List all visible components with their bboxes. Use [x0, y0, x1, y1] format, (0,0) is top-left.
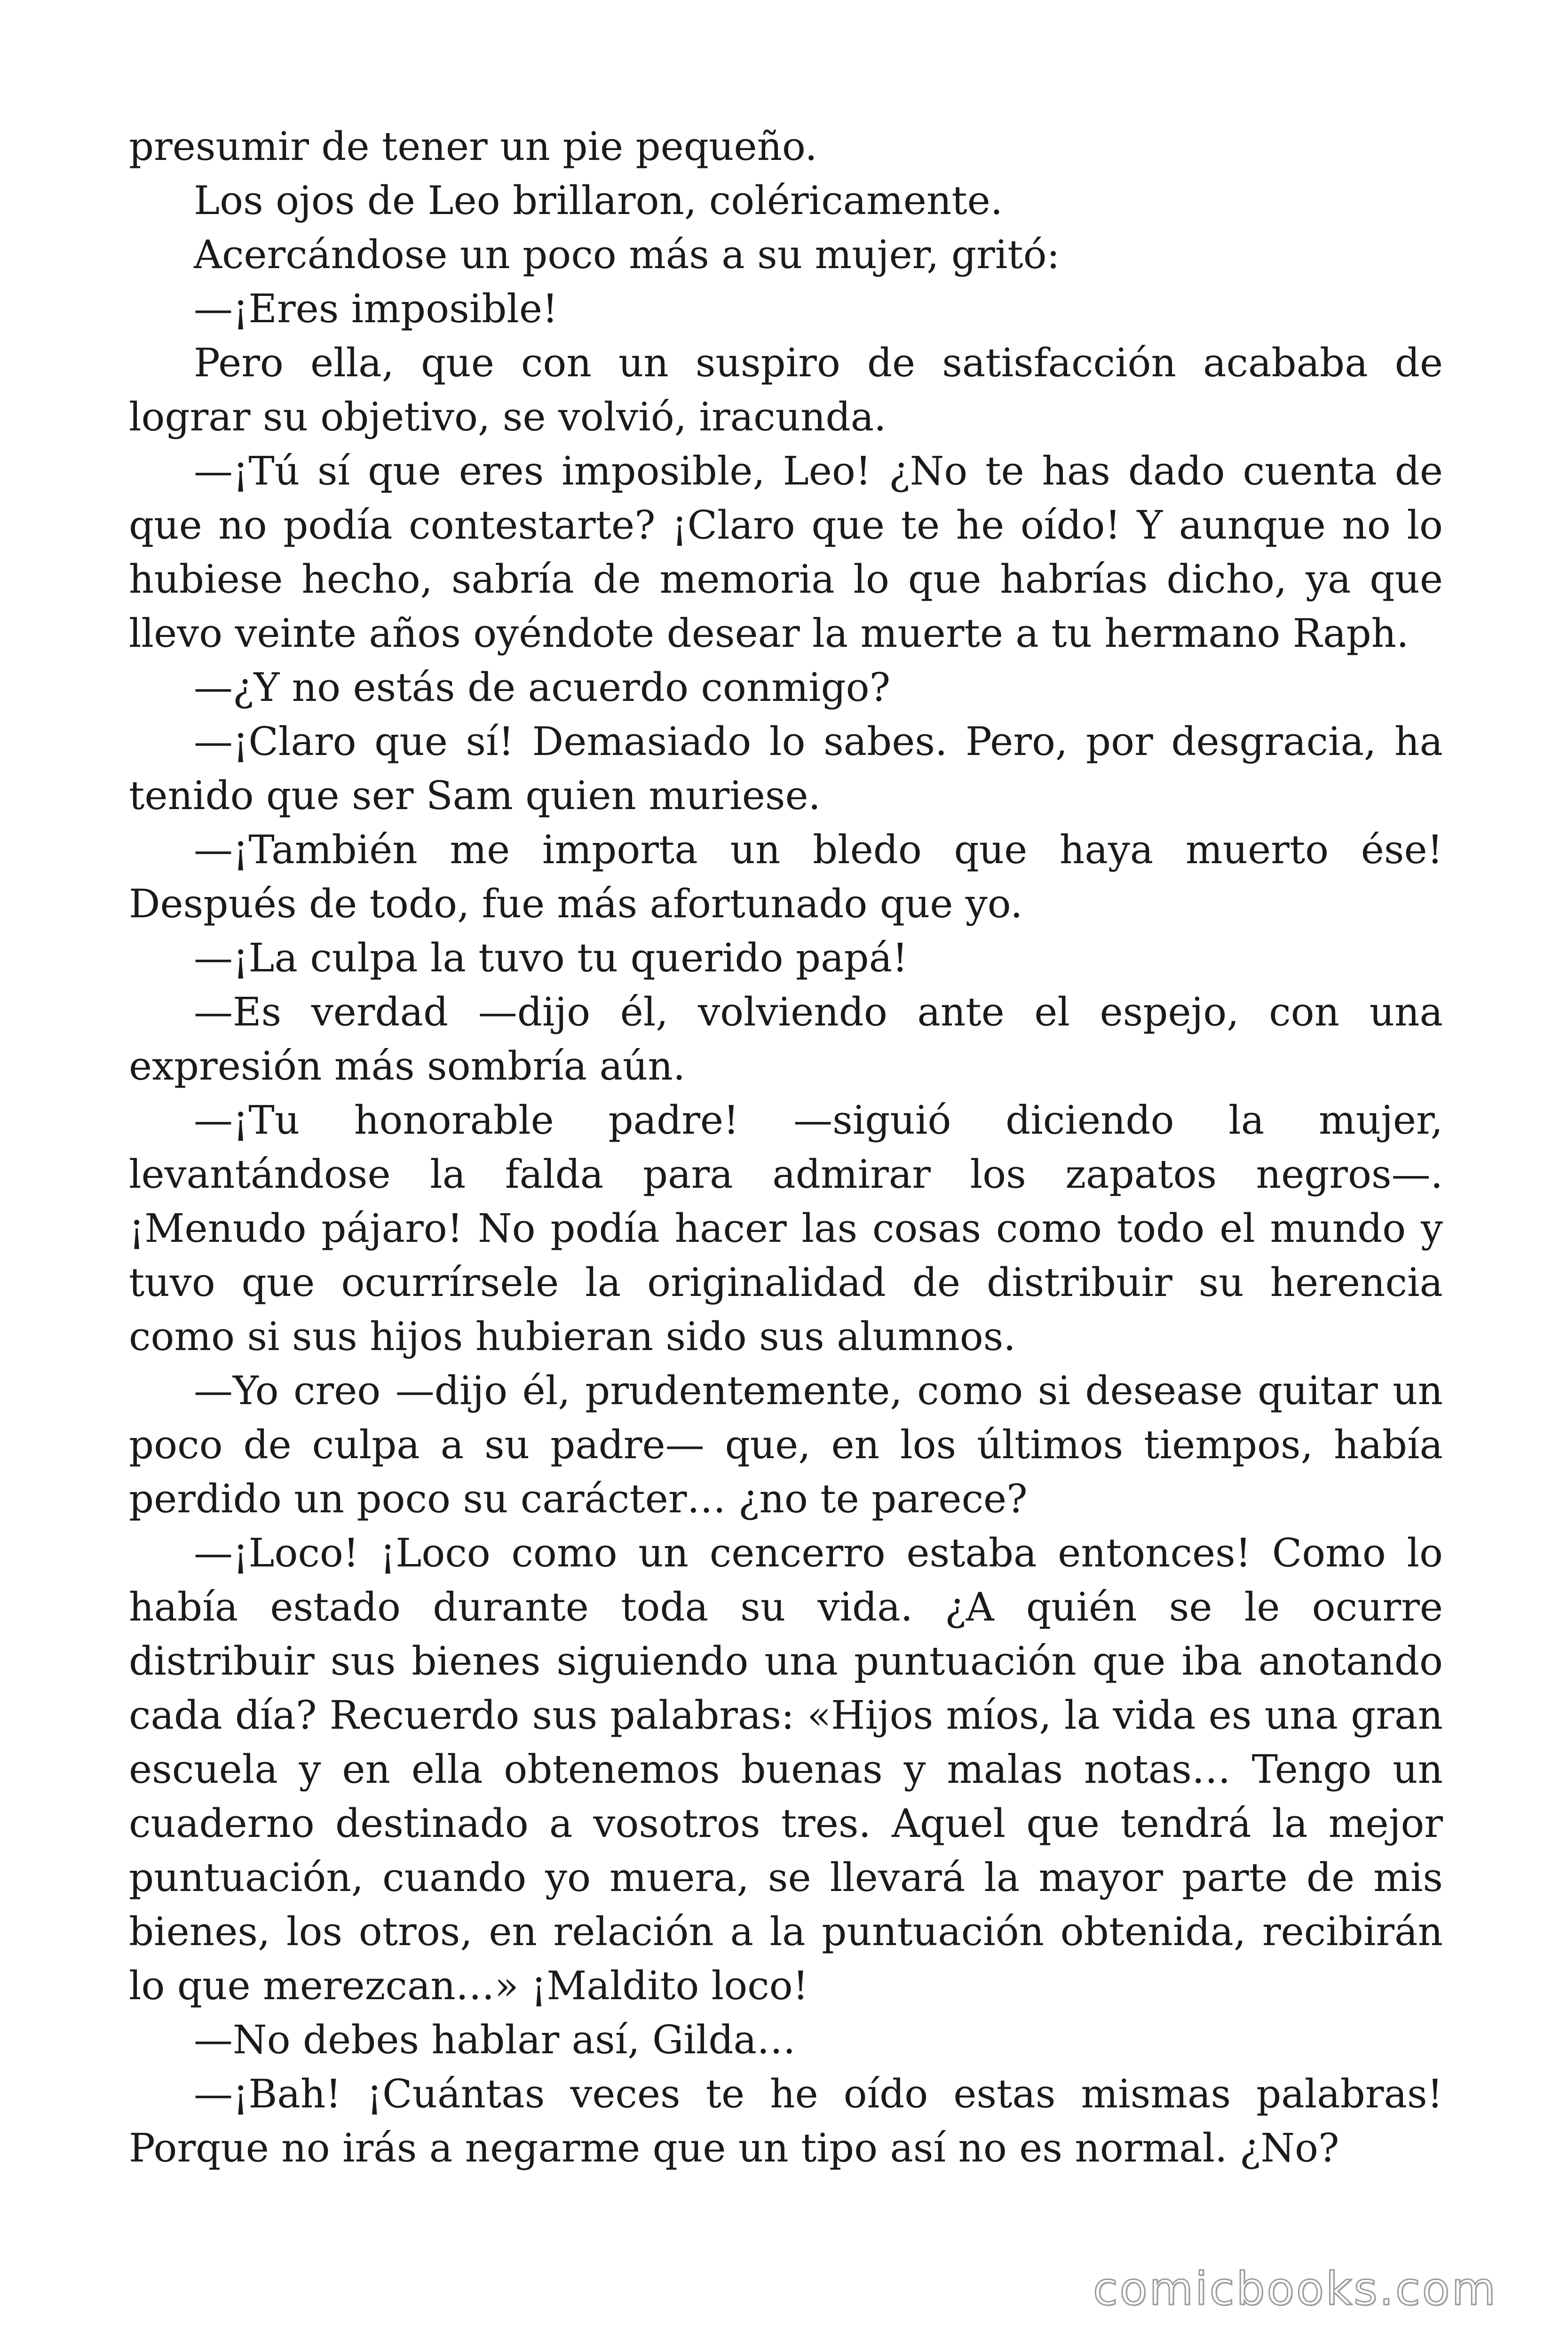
paragraph-4: —¡Eres imposible!	[194, 286, 558, 332]
paragraph-15: —No debes hablar así, Gilda…	[194, 2017, 796, 2063]
paragraph-6: —¡Tú sí que eres imposible, Leo! ¿No te has dado cuenta de que no podía contestarte? ¡Claro que te he oído! Y aunque no lo hubiese hecho, sabría de memoria lo que habrías dicho, ya que llevo veinte años oyéndote desear la muerte a tu hermano Raph.	[129, 448, 1443, 656]
paragraph-1: presumir de tener un pie pequeño.	[129, 124, 817, 169]
paragraph-8: —¡Claro que sí! Demasiado lo sabes. Pero, por desgracia, ha tenido que ser Sam quien muriese.	[129, 719, 1443, 818]
paragraph-2: Los ojos de Leo brillaron, coléricamente.	[194, 178, 1003, 223]
watermark: comicbooks.com	[1093, 2263, 1497, 2315]
paragraph-3: Acercándose un poco más a su mujer, gritó:	[194, 232, 1060, 278]
paragraph-13: —Yo creo —dijo él, prudentemente, como si desease quitar un poco de culpa a su padre— que, en los últimos tiempos, había perdido un poco su carácter… ¿no te parece?	[129, 1368, 1443, 1522]
paragraph-14: —¡Loco! ¡Loco como un cencerro estaba entonces! Como lo había estado durante toda su vida. ¿A quién se le ocurre distribuir sus bienes siguiendo una puntuación que iba anotando cada día? Recuerdo sus palabras: «Hijos míos, la vida es una gran escuela y en ella obtenemos buenas y malas notas… Tengo un cuaderno destinado a vosotros tres. Aquel que tendrá la mejor puntuación, cuando yo muera, se llevará la mayor parte de mis bienes, los otros, en relación a la puntuación obtenida, recibirán lo que merezcan…» ¡Maldito loco!	[129, 1530, 1443, 2009]
paragraph-10: —¡La culpa la tuvo tu querido papá!	[194, 935, 908, 981]
page-body	[129, 119, 1443, 2175]
paragraph-16: —¡Bah! ¡Cuántas veces te he oído estas mismas palabras! Porque no irás a negarme que un tipo así no es normal. ¿No?	[129, 2071, 1443, 2171]
paragraph-7: —¿Y no estás de acuerdo conmigo?	[194, 665, 891, 710]
paragraph-5: Pero ella, que con un suspiro de satisfacción acababa de lograr su objetivo, se volvió, iracunda.	[129, 340, 1443, 440]
paragraph-11: —Es verdad —dijo él, volviendo ante el espejo, con una expresión más sombría aún.	[129, 989, 1443, 1089]
paragraph-12: —¡Tu honorable padre! —siguió diciendo la mujer, levantándose la falda para admirar los zapatos negros—. ¡Menudo pájaro! No podía hacer las cosas como todo el mundo y tuvo que ocurrírsele la originalidad de distribuir su herencia como si sus hijos hubieran sido sus alumnos.	[129, 1097, 1443, 1359]
paragraph-9: —¡También me importa un bledo que haya muerto ése! Después de todo, fue más afortunado que yo.	[129, 827, 1443, 927]
